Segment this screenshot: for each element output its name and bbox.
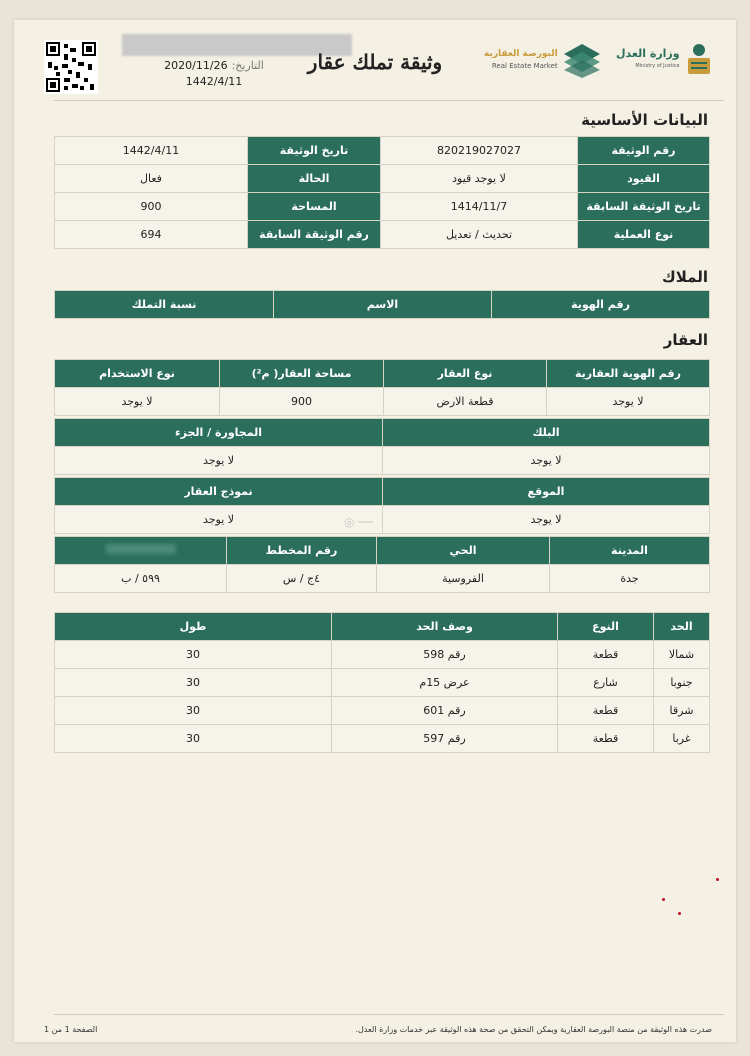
table-header-row — [55, 291, 710, 319]
table-row — [55, 447, 710, 475]
cell-value: ٥٩٩ / ب — [55, 565, 227, 593]
column-header: المجاورة / الجزء — [55, 419, 383, 447]
column-header: مساحة العقار( م²) — [220, 360, 384, 388]
cell-value: 1442/4/11 — [55, 137, 248, 165]
property-city-table — [54, 536, 710, 593]
real-estate-market-logo: البورصة العقارية Real Estate Market — [484, 42, 602, 78]
cell-label: رقم الوثيقة — [578, 137, 710, 165]
header-divider — [54, 100, 724, 101]
table-row — [55, 221, 710, 249]
column-header: رقم المخطط — [227, 537, 377, 565]
cell-value: تحديث / تعديل — [381, 221, 578, 249]
column-header: الموقع — [383, 478, 710, 506]
cell-value: شرقا — [654, 697, 710, 725]
cell-value: لا يوجد — [383, 447, 710, 475]
cell-value: 900 — [55, 193, 248, 221]
cell-value: الفروسية — [377, 565, 550, 593]
property-block-table — [54, 418, 710, 475]
cell-value: 30 — [55, 697, 332, 725]
cell-value: 30 — [55, 725, 332, 753]
table-header-row — [55, 613, 710, 641]
stray-mark — [716, 878, 719, 881]
cell-value: لا يوجد — [383, 506, 710, 534]
footer-divider — [54, 1014, 724, 1015]
footer-note: صدرت هذه الوثيقة من منصة البورصة العقارية ويمكن التحقق من صحة هذه الوثيقة عبر خدمات وزارة العدل. — [355, 1025, 712, 1034]
cell-label: المساحة — [248, 193, 381, 221]
column-header: المدينة — [550, 537, 710, 565]
property-title: العقار — [663, 331, 708, 349]
date-gregorian: 2020/11/26 — [164, 59, 228, 72]
column-header-redacted — [55, 537, 227, 565]
cell-value: لا يوجد قيود — [381, 165, 578, 193]
page-title: وثيقة تملك عقار — [307, 50, 443, 74]
table-row — [55, 565, 710, 593]
column-header: طول — [55, 613, 332, 641]
table-header-row — [55, 537, 710, 565]
market-icon — [562, 42, 602, 78]
cell-value: شارع — [558, 669, 654, 697]
property-main-table — [54, 359, 710, 416]
cell-value: 694 — [55, 221, 248, 249]
stray-mark — [662, 898, 665, 901]
table-header-row — [55, 478, 710, 506]
column-header: رقم الهوية العقارية — [547, 360, 710, 388]
cell-value: لا يوجد — [547, 388, 710, 416]
cell-label: نوع العملية — [578, 221, 710, 249]
date-label: التاريخ: — [231, 59, 264, 72]
table-row — [55, 388, 710, 416]
watermark: ◎ ── — [344, 515, 373, 529]
owners-table — [54, 290, 710, 319]
column-header: الحي — [377, 537, 550, 565]
cell-value: قطعة — [558, 725, 654, 753]
table-row — [55, 137, 710, 165]
table-row — [55, 669, 710, 697]
ministry-of-justice-logo: وزارة العدل Ministry of Justice — [616, 40, 714, 80]
cell-value: لا يوجد — [55, 506, 383, 534]
cell-label: تاريخ الوثيقة — [248, 137, 381, 165]
cell-value: جدة — [550, 565, 710, 593]
cell-value: رقم 598 — [332, 641, 558, 669]
cell-value: 30 — [55, 641, 332, 669]
column-header: نسبة التملك — [55, 291, 274, 319]
document-date — [154, 58, 274, 90]
table-header-row — [55, 360, 710, 388]
date-hijri: 1442/4/11 — [185, 75, 243, 88]
ministry-emblem-icon — [684, 40, 714, 80]
table-row — [55, 165, 710, 193]
borders-table — [54, 612, 710, 753]
column-header: الاسم — [274, 291, 492, 319]
column-header: نوع الاستخدام — [55, 360, 220, 388]
stray-mark — [678, 912, 681, 915]
column-header: النوع — [558, 613, 654, 641]
cell-value: ٤ج / س — [227, 565, 377, 593]
table-header-row — [55, 419, 710, 447]
cell-value: قطعة الارض — [384, 388, 547, 416]
cell-label: تاريخ الوثيقة السابقة — [578, 193, 710, 221]
document-page — [14, 20, 736, 1042]
column-header: وصف الحد — [332, 613, 558, 641]
cell-value: فعال — [55, 165, 248, 193]
basic-data-title: البيانات الأساسية — [581, 111, 708, 129]
qr-code-icon — [44, 40, 98, 94]
cell-value: 900 — [220, 388, 384, 416]
cell-value: 1414/11/7 — [381, 193, 578, 221]
cell-value: جنوبا — [654, 669, 710, 697]
cell-value: رقم 597 — [332, 725, 558, 753]
cell-value: قطعة — [558, 697, 654, 725]
table-row — [55, 641, 710, 669]
cell-value: عرض 15م — [332, 669, 558, 697]
column-header: رقم الهوية — [492, 291, 710, 319]
cell-value: لا يوجد — [55, 447, 383, 475]
cell-label: رقم الوثيقة السابقة — [248, 221, 381, 249]
table-row — [55, 697, 710, 725]
property-location-table — [54, 477, 710, 534]
column-header: الحد — [654, 613, 710, 641]
cell-value: لا يوجد — [55, 388, 220, 416]
cell-value: شمالا — [654, 641, 710, 669]
cell-value: غربا — [654, 725, 710, 753]
table-row — [55, 193, 710, 221]
cell-label: القيود — [578, 165, 710, 193]
table-row — [55, 506, 710, 534]
cell-value: 820219027027 — [381, 137, 578, 165]
column-header: نموذج العقار — [55, 478, 383, 506]
column-header: نوع العقار — [384, 360, 547, 388]
cell-label: الحالة — [248, 165, 381, 193]
page-number: الصفحة 1 من 1 — [44, 1025, 98, 1034]
column-header: البلك — [383, 419, 710, 447]
basic-data-table — [54, 136, 710, 249]
cell-value: 30 — [55, 669, 332, 697]
owners-title: الملاك — [662, 268, 708, 286]
cell-value: قطعة — [558, 641, 654, 669]
cell-value: رقم 601 — [332, 697, 558, 725]
table-row — [55, 725, 710, 753]
